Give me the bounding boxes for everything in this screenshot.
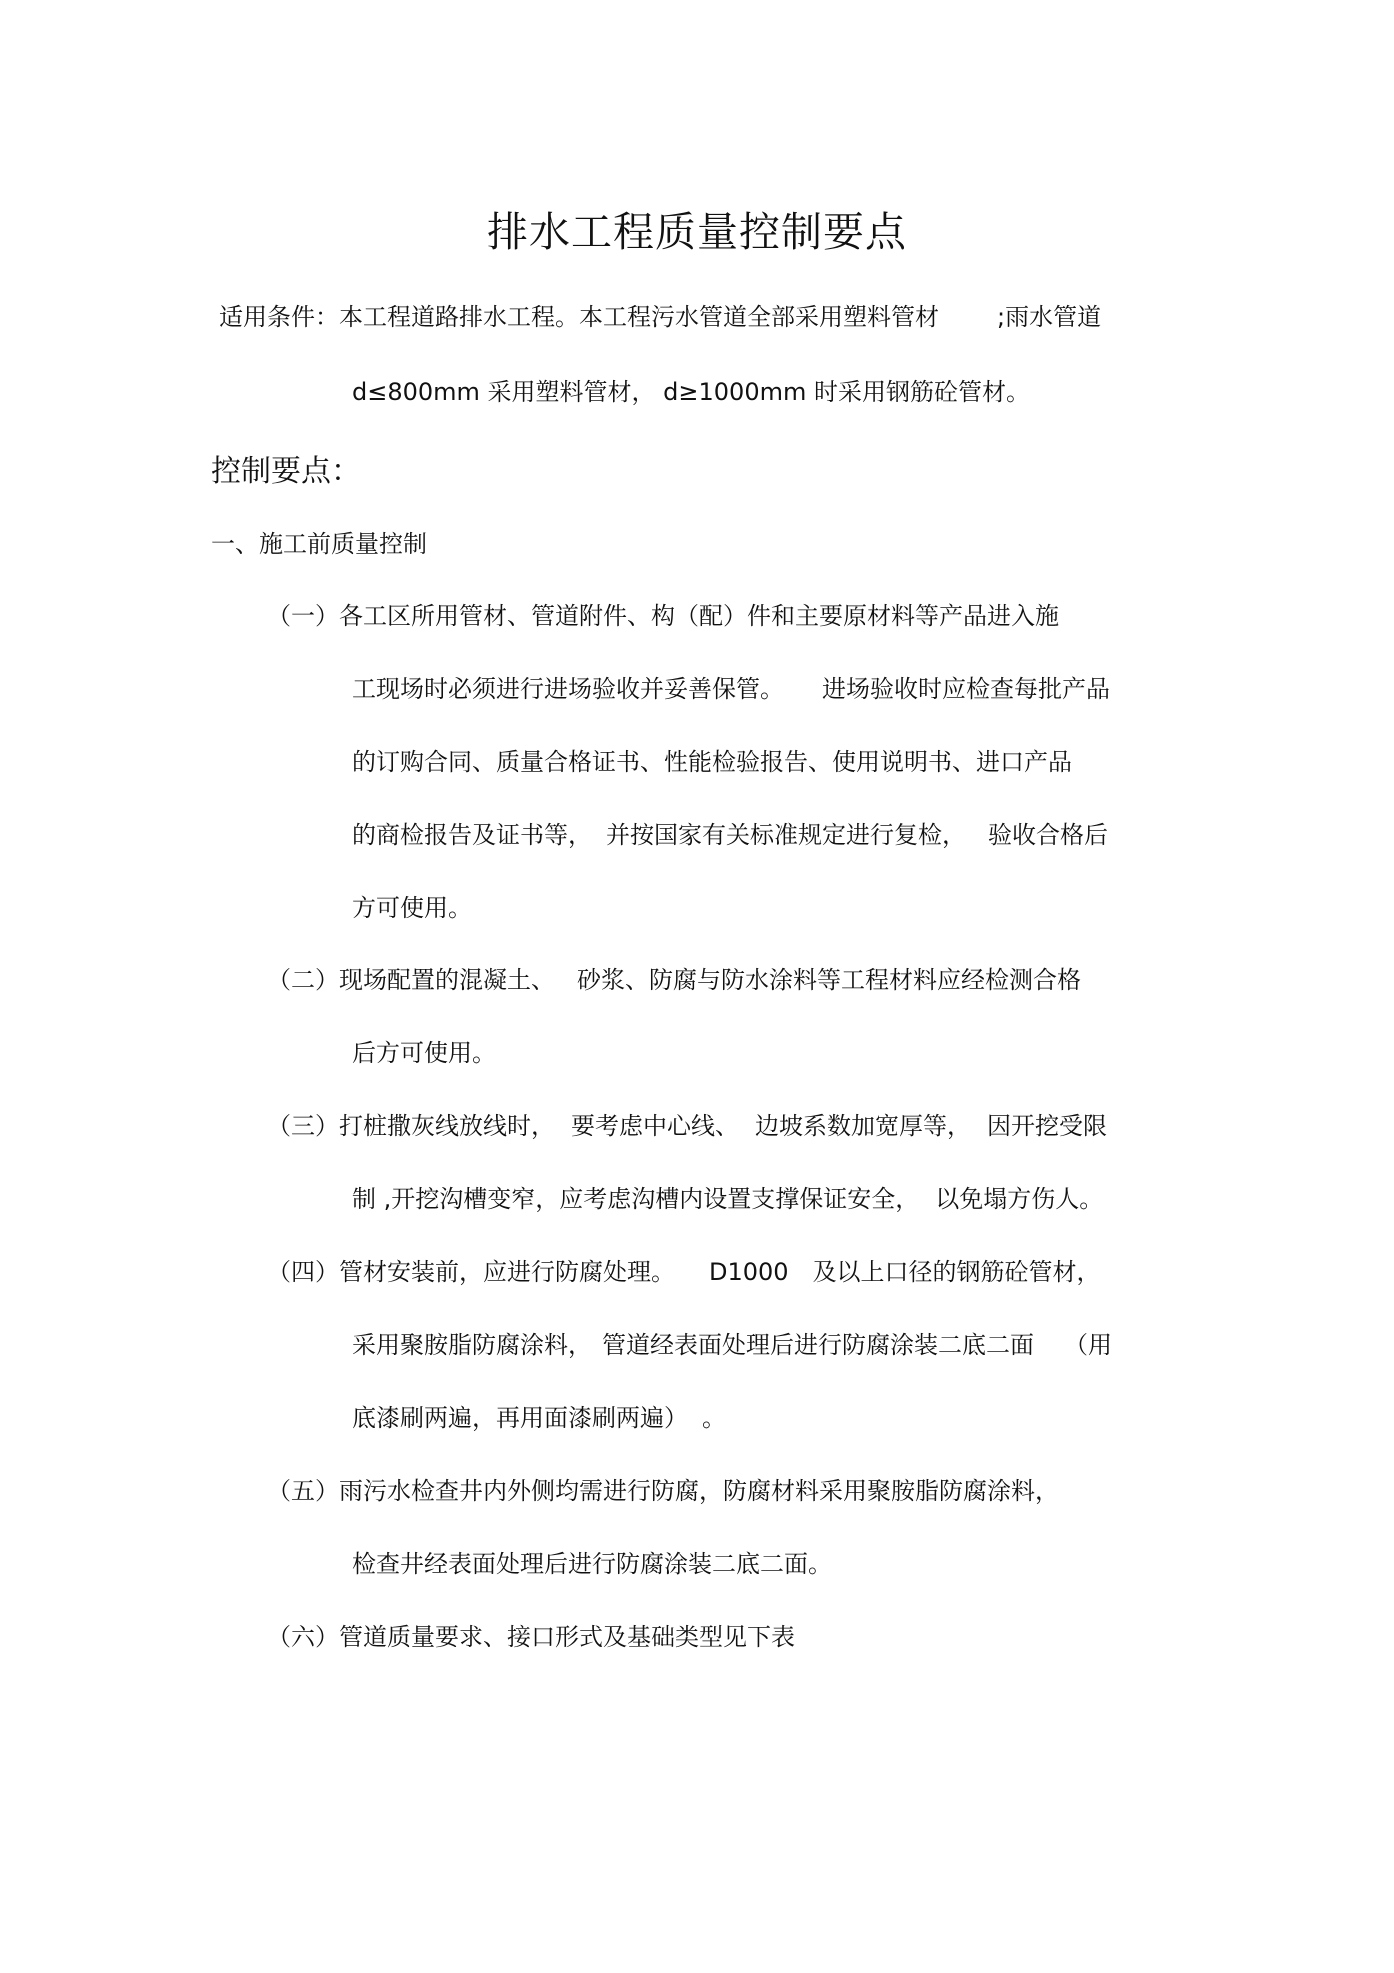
item-2-label: （二） — [267, 966, 339, 994]
item-1-label: （一） — [267, 602, 339, 630]
page-title: 排水工程质量控制要点 — [487, 208, 907, 256]
control-points-heading: 控制要点： — [211, 454, 361, 489]
item-1-line-1: （一）各工区所用管材、管道附件、构（配）件和主要原材料等产品进入施 — [267, 602, 1059, 630]
conditions-line-1 — [219, 301, 1101, 333]
item-5-label: （五） — [267, 1477, 339, 1505]
item-1-line-2: 工现场时必须进行进场验收并妥善保管。 进场验收时应检查每批产品 — [352, 675, 1110, 703]
item-4-line-2: 采用聚胺脂防腐涂料， 管道经表面处理后进行防腐涂装二底二面 （用 — [352, 1331, 1112, 1359]
item-1-line-4: 的商检报告及证书等， 并按国家有关标准规定进行复检， 验收合格后 — [352, 821, 1108, 849]
item-1-line-5: 方可使用。 — [352, 894, 472, 922]
item-6-line-1: （六）管道质量要求、接口形式及基础类型见下表 — [267, 1623, 795, 1651]
item-4-label: （四） — [267, 1258, 339, 1286]
item-4-line-3: 底漆刷两遍，再用面漆刷两遍） 。 — [352, 1404, 726, 1432]
conditions-text-b: ;雨水管道 — [997, 303, 1102, 331]
item-1-line-3: 的订购合同、质量合格证书、性能检验报告、使用说明书、进口产品 — [352, 748, 1072, 776]
item-2-line-1: （二）现场配置的混凝土、 砂浆、防腐与防水涂料等工程材料应经检测合格 — [267, 966, 1081, 994]
item-3-line-1: （三）打桩撒灰线放线时， 要考虑中心线、 边坡系数加宽厚等， 因开挖受限 — [267, 1112, 1107, 1140]
item-6-label: （六） — [267, 1623, 339, 1651]
conditions-text-a: 适用条件：本工程道路排水工程。本工程污水管道全部采用塑料管材 — [219, 303, 939, 331]
item-3-line-2: 制 ,开挖沟槽变窄，应考虑沟槽内设置支撑保证安全， 以免塌方伤人。 — [352, 1185, 1104, 1213]
item-5-line-2: 检查井经表面处理后进行防腐涂装二底二面。 — [352, 1550, 832, 1578]
section-1-heading: 一、施工前质量控制 — [211, 530, 427, 558]
item-4-line-1: （四）管材安装前，应进行防腐处理。 D1000 及以上口径的钢筋砼管材， — [267, 1258, 1101, 1286]
item-2-line-2: 后方可使用。 — [352, 1039, 496, 1067]
item-3-label: （三） — [267, 1112, 339, 1140]
item-5-line-1: （五）雨污水检查井内外侧均需进行防腐，防腐材料采用聚胺脂防腐涂料， — [267, 1477, 1059, 1505]
conditions-line-2: d≤800mm 采用塑料管材， d≥1000mm 时采用钢筋砼管材。 — [352, 378, 1030, 406]
